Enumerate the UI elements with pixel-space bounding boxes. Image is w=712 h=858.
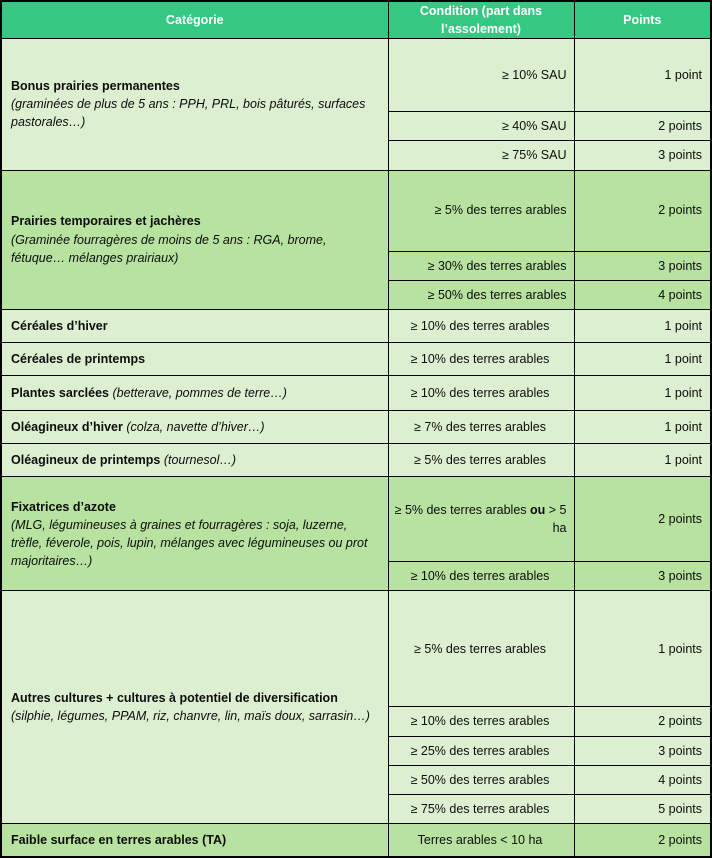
points-cell xyxy=(574,707,711,736)
points-text: 3 points xyxy=(658,148,702,163)
points-cell xyxy=(574,112,711,141)
condition-cell xyxy=(388,342,574,375)
points-text: 2 points xyxy=(658,714,702,729)
condition-text: ≥ 5% des terres arables xyxy=(434,203,567,218)
table-header xyxy=(1,1,711,39)
category-cell-prairies-temporaires xyxy=(1,170,388,309)
points-text: 2 points xyxy=(658,832,702,847)
condition-text: ≥ 30% des terres arables xyxy=(427,258,567,273)
condition-text: ≥ 25% des terres arables xyxy=(410,743,550,758)
points-cell xyxy=(574,562,711,591)
table-body xyxy=(1,39,711,857)
points-text: 3 points xyxy=(658,743,702,758)
category-title: Oléagineux d’hiver xyxy=(11,420,123,434)
condition-text-ou: ou xyxy=(530,503,546,518)
points-cell xyxy=(574,342,711,375)
condition-text: ≥ 7% des terres arables xyxy=(414,420,546,434)
points-cell xyxy=(574,170,711,251)
points-cell xyxy=(574,280,711,309)
category-cell-plantes-sarclees xyxy=(1,376,388,411)
category-cell-oleagineux-printemps xyxy=(1,444,388,477)
category-title: Céréales de printemps xyxy=(11,351,146,366)
condition-text: ≥ 10% des terres arables xyxy=(410,385,550,400)
table-row xyxy=(1,477,711,562)
condition-cell xyxy=(388,411,574,444)
category-title: Céréales d’hiver xyxy=(11,318,108,333)
condition-text: ≥ 5% des terres arables xyxy=(414,641,546,656)
points-text: 1 points xyxy=(658,641,702,656)
category-detail: (silphie, légumes, PPAM, riz, chanvre, lin, maïs doux, sarrasin…) xyxy=(11,709,370,724)
table-row xyxy=(1,411,711,444)
category-title: Autres cultures + cultures à potentiel de diversification xyxy=(11,691,338,705)
points-cell xyxy=(574,141,711,170)
points-text: 4 points xyxy=(658,772,702,787)
points-cell xyxy=(574,444,711,477)
points-cell xyxy=(574,39,711,112)
table-row xyxy=(1,376,711,411)
category-cell-fixatrices-azote xyxy=(1,477,388,591)
condition-cell xyxy=(388,39,574,112)
column-header-condition: Condition (part dans l’assolement) xyxy=(388,1,574,39)
condition-cell xyxy=(388,251,574,280)
condition-text: ≥ 50% des terres arables xyxy=(427,287,567,302)
table-row xyxy=(1,823,711,857)
condition-cell xyxy=(388,707,574,736)
condition-cell xyxy=(388,170,574,251)
points-cell xyxy=(574,736,711,765)
points-cell xyxy=(574,591,711,707)
category-detail: (tournesol…) xyxy=(163,453,237,468)
condition-text: ≥ 5% des terres arables xyxy=(414,453,546,468)
condition-cell xyxy=(388,477,574,562)
header-row xyxy=(1,1,711,39)
condition-cell xyxy=(388,794,574,823)
points-text: 2 points xyxy=(658,119,702,134)
category-cell-cereales-printemps xyxy=(1,342,388,375)
category-cell-autres-cultures xyxy=(1,591,388,824)
condition-text: ≥ 75% des terres arables xyxy=(410,801,550,816)
category-cell-cereales-hiver xyxy=(1,309,388,342)
condition-cell xyxy=(388,736,574,765)
category-detail: (MLG, légumineuses à graines et fourragères : soja, luzerne, trèfle, féverole, pois, lupin, mélanges avec légumineuses ou prot majoritaires…) xyxy=(11,517,368,568)
condition-cell xyxy=(388,823,574,857)
points-text: 5 points xyxy=(658,801,702,816)
condition-cell xyxy=(388,591,574,707)
points-cell xyxy=(574,251,711,280)
condition-text: ≥ 75% SAU xyxy=(501,148,567,163)
condition-text: ≥ 10% des terres arables xyxy=(410,318,550,333)
category-title: Faible surface en terres arables (TA) xyxy=(11,832,227,847)
category-detail: (colza, navette d’hiver…) xyxy=(126,420,265,434)
points-text: 4 points xyxy=(658,287,702,302)
points-cell xyxy=(574,765,711,794)
category-title: Plantes sarclées xyxy=(11,385,109,400)
points-text: 2 points xyxy=(658,203,702,218)
condition-cell xyxy=(388,280,574,309)
condition-text-part2: > 5 ha xyxy=(545,503,567,536)
points-text: 3 points xyxy=(658,258,702,273)
category-cell-prairies-permanentes xyxy=(1,39,388,170)
condition-cell xyxy=(388,112,574,141)
category-title: Fixatrices d’azote xyxy=(11,499,116,514)
table-row xyxy=(1,342,711,375)
points-cell xyxy=(574,376,711,411)
condition-cell xyxy=(388,376,574,411)
points-text: 3 points xyxy=(658,569,702,584)
column-header-points: Points xyxy=(574,1,711,39)
condition-cell xyxy=(388,562,574,591)
points-text: 1 point xyxy=(664,385,702,400)
points-cell xyxy=(574,823,711,857)
points-cell xyxy=(574,477,711,562)
condition-cell xyxy=(388,141,574,170)
condition-text: ≥ 40% SAU xyxy=(501,119,567,134)
condition-text-composite xyxy=(389,496,574,542)
points-text: 1 point xyxy=(664,453,702,468)
table-row xyxy=(1,591,711,707)
condition-text: ≥ 10% des terres arables xyxy=(410,569,550,584)
condition-cell xyxy=(388,444,574,477)
points-cell xyxy=(574,411,711,444)
table-row xyxy=(1,170,711,251)
condition-text: ≥ 10% des terres arables xyxy=(410,714,550,729)
points-text: 2 points xyxy=(658,512,702,527)
category-cell-oleagineux-hiver xyxy=(1,411,388,444)
column-header-category: Catégorie xyxy=(1,1,388,39)
condition-text: Terres arables < 10 ha xyxy=(417,832,543,847)
table-row xyxy=(1,39,711,112)
condition-text: ≥ 10% SAU xyxy=(501,68,567,83)
condition-text: ≥ 10% des terres arables xyxy=(410,351,550,366)
category-detail: (Graminée fourragères de moins de 5 ans : RGA, brome, fétuque… mélanges prairiaux) xyxy=(11,232,327,265)
category-title: Bonus prairies permanentes xyxy=(11,79,180,94)
points-text: 1 point xyxy=(664,68,702,83)
condition-text: ≥ 50% des terres arables xyxy=(410,772,550,787)
category-title: Prairies temporaires et jachères xyxy=(11,214,201,229)
category-cell-faible-surface xyxy=(1,823,388,857)
condition-cell xyxy=(388,309,574,342)
condition-cell xyxy=(388,765,574,794)
points-cell xyxy=(574,309,711,342)
category-detail: (betterave, pommes de terre…) xyxy=(112,385,287,400)
condition-text-part1: ≥ 5% des terres arables xyxy=(394,503,531,518)
points-text: 1 point xyxy=(664,351,702,366)
table-row xyxy=(1,444,711,477)
table-row xyxy=(1,309,711,342)
points-cell xyxy=(574,794,711,823)
category-detail: (graminées de plus de 5 ans : PPH, PRL, bois pâturés, surfaces pastorales…) xyxy=(11,97,366,130)
category-title: Oléagineux de printemps xyxy=(11,453,161,468)
points-text: 1 point xyxy=(664,318,702,333)
points-text: 1 point xyxy=(664,420,702,434)
